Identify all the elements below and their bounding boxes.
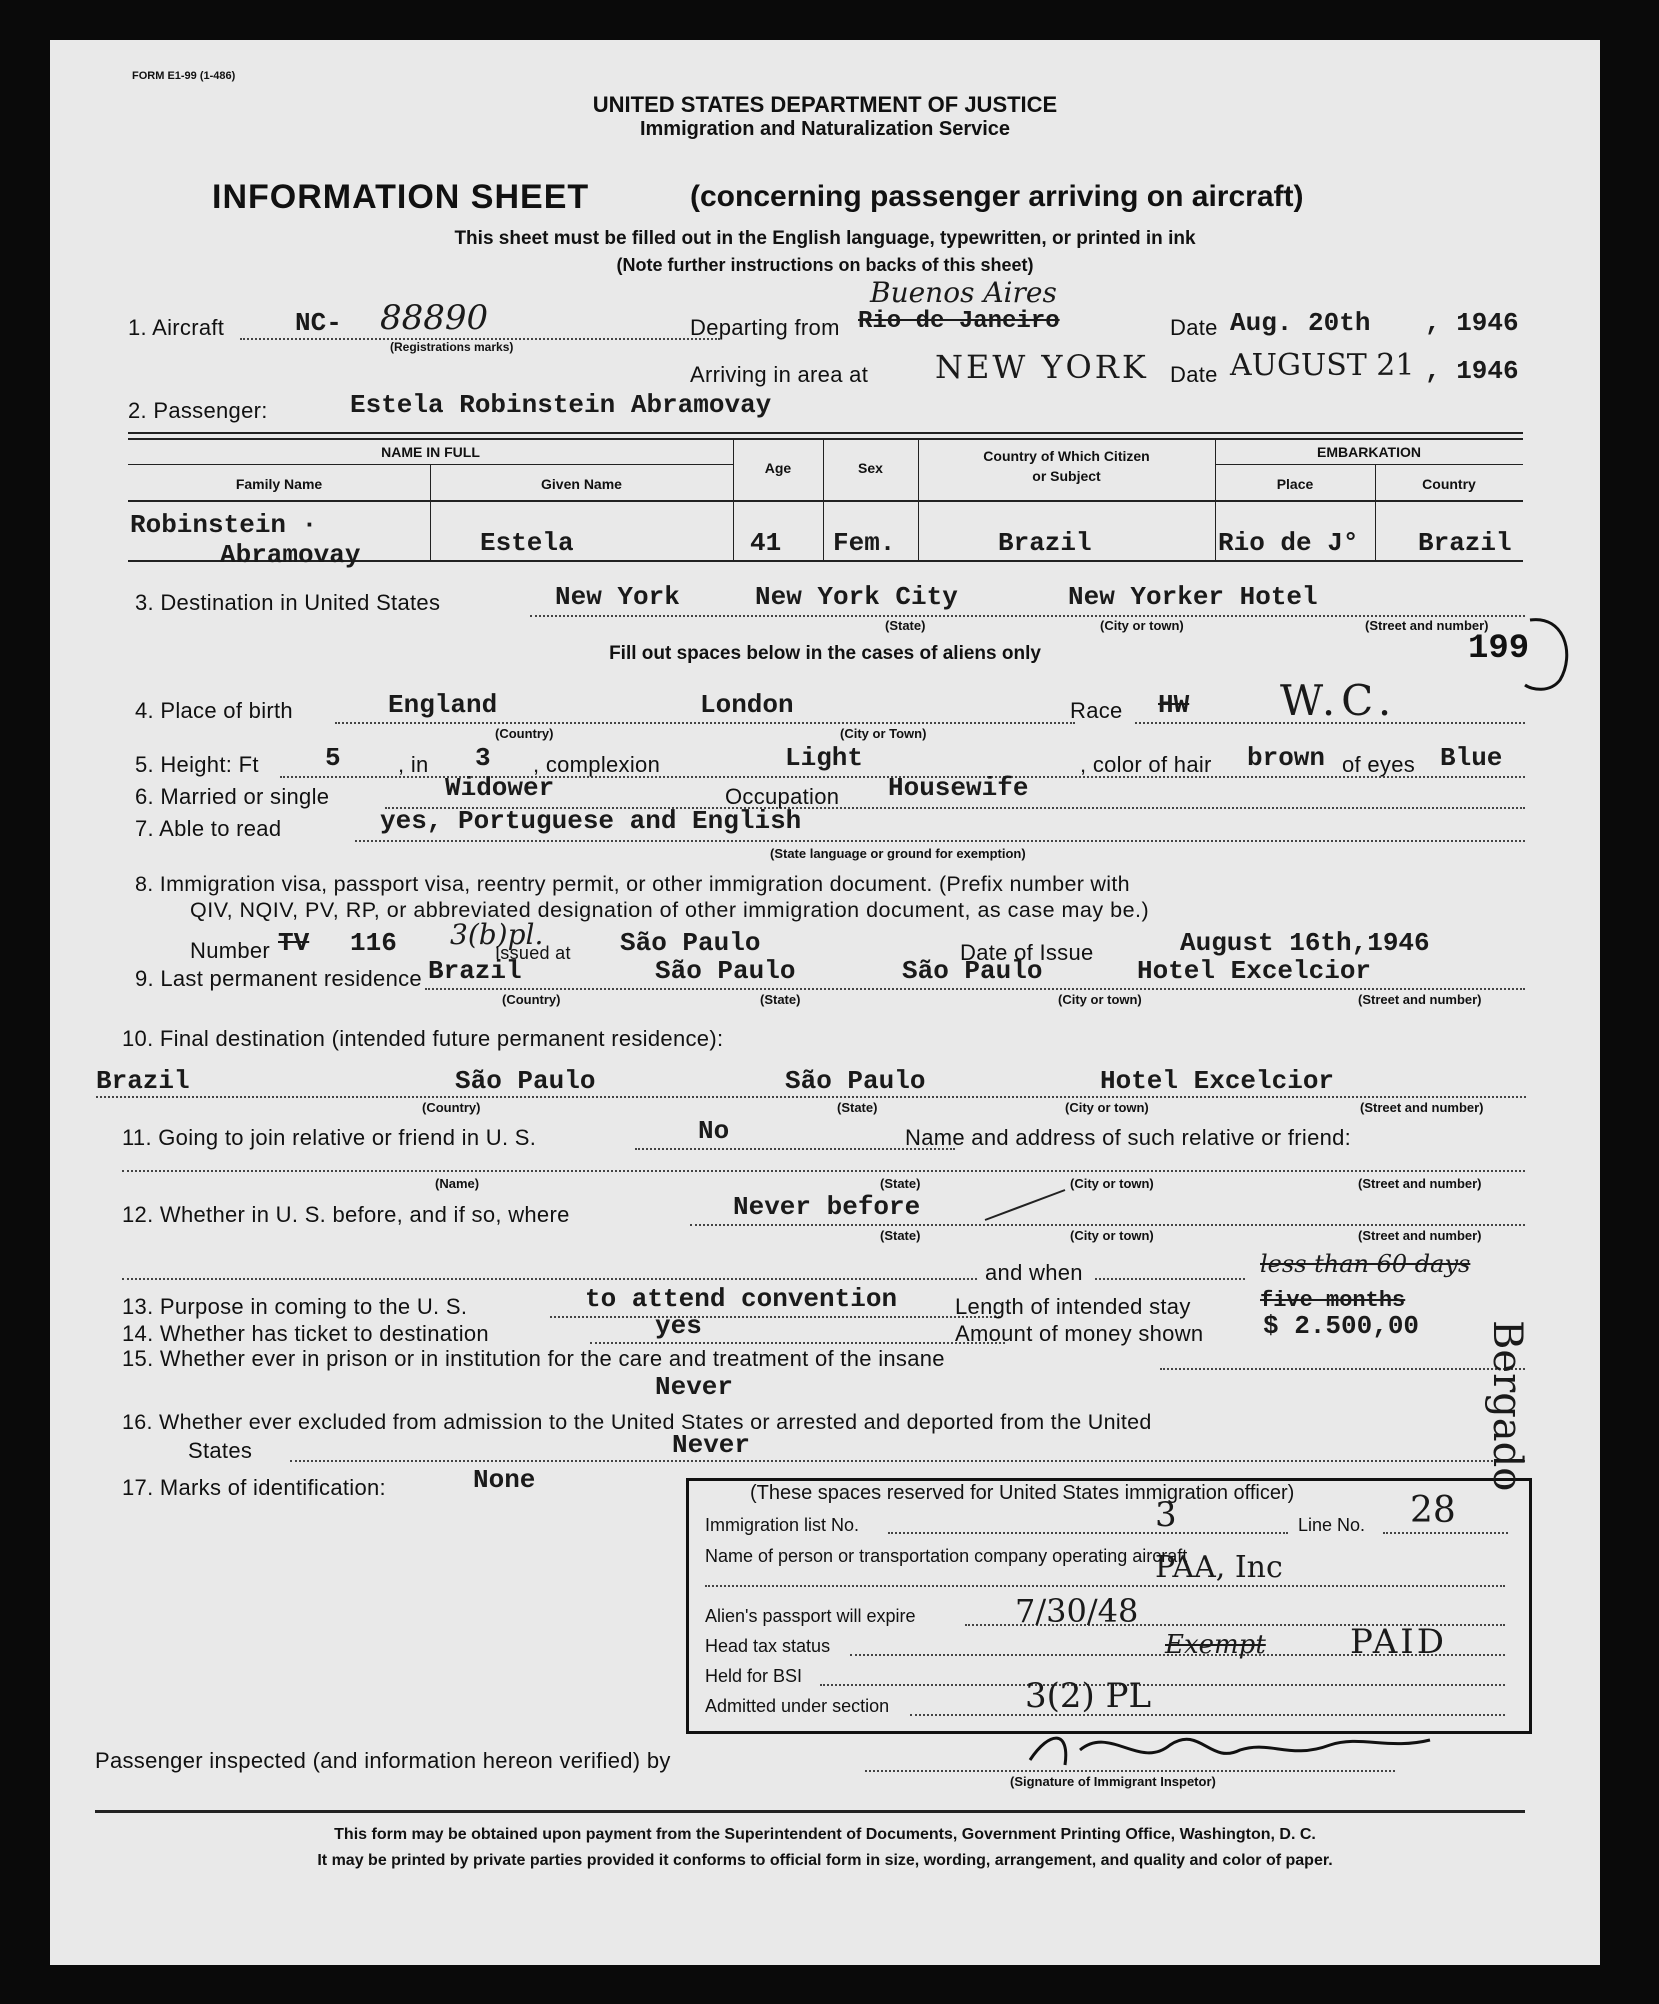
form-number: FORM E1-99 (1-486) [132,70,236,82]
inspector-signature [1010,1720,1450,1780]
us-before-label: 12. Whether in U. S. before, and if so, where [122,1202,570,1227]
destination-street: New Yorker Hotel [1068,582,1318,612]
passport-label: Alien's passport will expire [705,1606,916,1626]
dest-state-caption: (State) [885,618,926,633]
issued-at-label: Issued at [495,943,571,963]
marital-label: 6. Married or single [135,784,330,809]
officer-heading: (These spaces reserved for United States immigration officer) [750,1482,1295,1504]
birth-country: England [388,690,498,720]
line-no-label: Line No. [1298,1515,1366,1535]
departing-label: Departing from [690,315,840,340]
section-label: Admitted under section [705,1696,890,1716]
read-caption: (State language or ground for exemption) [770,846,1026,861]
circled-number: 199 [1468,630,1530,668]
residence-state: São Paulo [655,956,796,986]
family-name-header: Family Name [235,476,323,492]
height-in: 3 [475,743,491,773]
age-header: Age [764,460,792,476]
age-value: 41 [750,528,782,558]
destination-city: New York City [755,582,958,612]
final-city-caption: (City or town) [1065,1100,1149,1115]
res-city-caption: (City or town) [1058,992,1142,1007]
arriving-label: Arriving in area at [690,362,869,387]
given-name: Estela [480,528,574,558]
prison-value: Never [655,1372,734,1402]
eyes-value: Blue [1440,743,1503,773]
before-state-caption: (State) [880,1228,921,1243]
when-label: and when [985,1260,1083,1285]
family-name-1: Robinstein · [130,510,318,540]
service-title: Immigration and Naturalization Service [639,118,1011,140]
sex-value: Fem. [833,528,896,558]
depart-date-label: Date [1170,315,1218,340]
departing-typed: Rio de Janeiro [858,308,1060,335]
occupation-label: Occupation [725,784,840,809]
relative-name-caption: (Name) [435,1176,480,1191]
us-before-value: Never before [733,1192,921,1222]
final-state: São Paulo [455,1066,596,1096]
citizen-header-2: or Subject [1032,468,1101,484]
height-ft: 5 [325,743,341,773]
excluded-value: Never [672,1430,751,1460]
stay-struck: five months [1260,1288,1406,1313]
page-title: INFORMATION SHEET [212,178,590,216]
arrive-date: AUGUST 21 [1230,348,1415,383]
hair-value: brown [1247,743,1326,773]
bsi-label: Held for BSI [705,1666,803,1686]
aliens-note: Fill out spaces below in the cases of aliens only [609,643,1041,664]
sex-header: Sex [858,460,883,476]
date-issue: August 16th,1946 [1180,928,1430,958]
read-label: 7. Able to read [135,816,282,841]
dest-city-caption: (City or town) [1100,618,1184,633]
visa-number-label: Number [190,938,271,963]
page-subtitle: (concerning passenger arriving on aircraft) [690,180,1304,213]
res-street-caption: (Street and number) [1358,992,1482,1007]
aircraft-prefix: NC- [295,308,342,338]
visa-line-1: 8. Immigration visa, passport visa, reentry permit, or other immigration document. (Prefix number with [135,872,1130,896]
res-state-caption: (State) [760,992,801,1007]
department-title: UNITED STATES DEPARTMENT OF JUSTICE [592,92,1058,117]
dash-mark [980,1185,1070,1225]
arrive-date-label: Date [1170,362,1218,387]
complexion-value: Light [785,743,864,773]
eyes-label: of eyes [1342,752,1416,777]
visa-number-hand: 3(b)pl. [450,918,544,951]
residence-street: Hotel Excelcior [1137,956,1372,986]
aircraft-number: 88890 [380,298,489,338]
emb-country-header: Country [1422,476,1476,492]
list-no-label: Immigration list No. [705,1515,860,1535]
height-label: 5. Height: Ft [135,752,259,777]
stay-label: Length of intended stay [955,1294,1191,1319]
join-relative-value: No [698,1116,730,1146]
section-value: 3(2) PL [1025,1676,1152,1716]
residence-label: 9. Last permanent residence [135,966,422,991]
departing-handwritten: Buenos Aires [870,276,1057,309]
depart-date: Aug. 20th [1230,308,1371,338]
when-struck: less than 60 days [1260,1250,1471,1278]
final-street-caption: (Street and number) [1360,1100,1484,1115]
marks-value: None [473,1465,536,1495]
relative-state-caption: (State) [880,1176,921,1191]
excluded-line-2: States [188,1438,253,1463]
marital-value: Widower [445,773,555,803]
embark-country: Brazil [1418,528,1512,558]
ticket-label: 14. Whether has ticket to destination [122,1321,489,1346]
headtax-label: Head tax status [705,1636,831,1656]
aircraft-label: 1. Aircraft [128,315,225,340]
birth-country-caption: (Country) [495,726,554,741]
family-name-2: Abramovay [220,540,361,570]
purpose-label: 13. Purpose in coming to the U. S. [122,1294,468,1319]
issued-at: São Paulo [620,928,761,958]
instructions-line-1: This sheet must be filled out in the English language, typewritten, or printed in ink [454,228,1196,249]
passenger-name: Estela Robinstein Abramovay [350,390,772,420]
information-sheet [50,40,1600,1965]
company-label: Name of person or transportation company operating aircraft [705,1546,1188,1566]
headtax-struck: Exempt [1165,1630,1266,1660]
given-name-header: Given Name [541,476,622,492]
relative-city-caption: (City or town) [1070,1176,1154,1191]
race-label: Race [1070,698,1123,723]
money-value: $ 2.500,00 [1263,1311,1420,1341]
passport-value: 7/30/48 [1015,1592,1139,1630]
residence-city: São Paulo [902,956,1043,986]
embarkation-header: EMBARKATION [1317,444,1421,460]
footer-line-1: This form may be obtained upon payment from the Superintendent of Documents, Government Printing Office, Washington, D. C. [334,1826,1316,1843]
final-city: São Paulo [785,1066,926,1096]
race-handwritten: W.C. [1280,676,1398,725]
depart-year: , 1946 [1425,308,1519,338]
final-state-caption: (State) [837,1100,878,1115]
join-relative-label: 11. Going to join relative or friend in U. S. [122,1125,537,1150]
instructions-line-2: (Note further instructions on backs of this sheet) [616,255,1034,275]
occupation-value: Housewife [888,773,1029,803]
destination-state: New York [555,582,680,612]
company-value: PAA, Inc [1155,1550,1283,1585]
final-destination-label: 10. Final destination (intended future permanent residence): [122,1026,724,1051]
before-city-caption: (City or town) [1070,1228,1154,1243]
inches-label: , in [398,752,429,777]
birthplace-label: 4. Place of birth [135,698,293,723]
passenger-label: 2. Passenger: [128,398,268,423]
signature-caption: (Signature of Immigrant Inspetor) [1010,1774,1216,1789]
purpose-value: to attend convention [585,1284,898,1314]
line-no: 28 [1410,1490,1456,1531]
arrive-year: , 1946 [1425,356,1519,386]
birth-city-caption: (City or Town) [840,726,927,741]
before-street-caption: (Street and number) [1358,1228,1482,1243]
destination-label: 3. Destination in United States [135,590,441,615]
list-no: 3 [1155,1495,1177,1535]
hair-label: , color of hair [1080,752,1212,777]
citizen-value: Brazil [998,528,1092,558]
dest-street-caption: (Street and number) [1365,618,1489,633]
race-typed: HW [1158,690,1190,720]
date-issue-label: Date of Issue [960,940,1094,965]
final-country-caption: (Country) [422,1100,481,1115]
relative-name-label: Name and address of such relative or friend: [905,1125,1352,1150]
final-street: Hotel Excelcior [1100,1066,1335,1096]
final-country: Brazil [96,1066,190,1096]
relative-street-caption: (Street and number) [1358,1176,1482,1191]
embark-place: Rio de J° [1218,528,1359,558]
registration-caption: (Registrations marks) [390,340,514,354]
name-in-full-header: NAME IN FULL [381,444,480,460]
prison-label: 15. Whether ever in prison or in institution for the care and treatment of the insane [122,1346,945,1371]
inspected-label: Passenger inspected (and information hereon verified) by [95,1748,671,1773]
visa-number: 116 [350,928,397,958]
visa-line-2: QIV, NQIV, PV, RP, or abbreviated designation of other immigration document, as case may be.) [190,898,1150,922]
excluded-line-1: 16. Whether ever excluded from admission to the United States or arrested and deported from the United [122,1410,1152,1434]
money-label: Amount of money shown [955,1321,1204,1346]
visa-number-prefix: TV [278,928,310,958]
ticket-value: yes [655,1311,702,1341]
birth-city: London [700,690,794,720]
res-country-caption: (Country) [502,992,561,1007]
footer-line-2: It may be printed by private parties provided it conforms to official form in size, wording, arrangement, and quality and color of paper. [317,1852,1333,1869]
headtax-value: PAID [1350,1622,1447,1662]
residence-country: Brazil [428,956,522,986]
marks-label: 17. Marks of identification: [122,1475,386,1500]
complexion-label: , complexion [533,752,661,777]
circle-mark [1520,615,1580,695]
citizen-header-1: Country of Which Citizen [983,448,1150,464]
margin-handwriting: Bergado [1484,1320,1530,1492]
arriving-value: NEW YORK [935,348,1149,386]
read-value: yes, Portuguese and English [380,806,802,836]
place-header: Place [1276,476,1314,492]
